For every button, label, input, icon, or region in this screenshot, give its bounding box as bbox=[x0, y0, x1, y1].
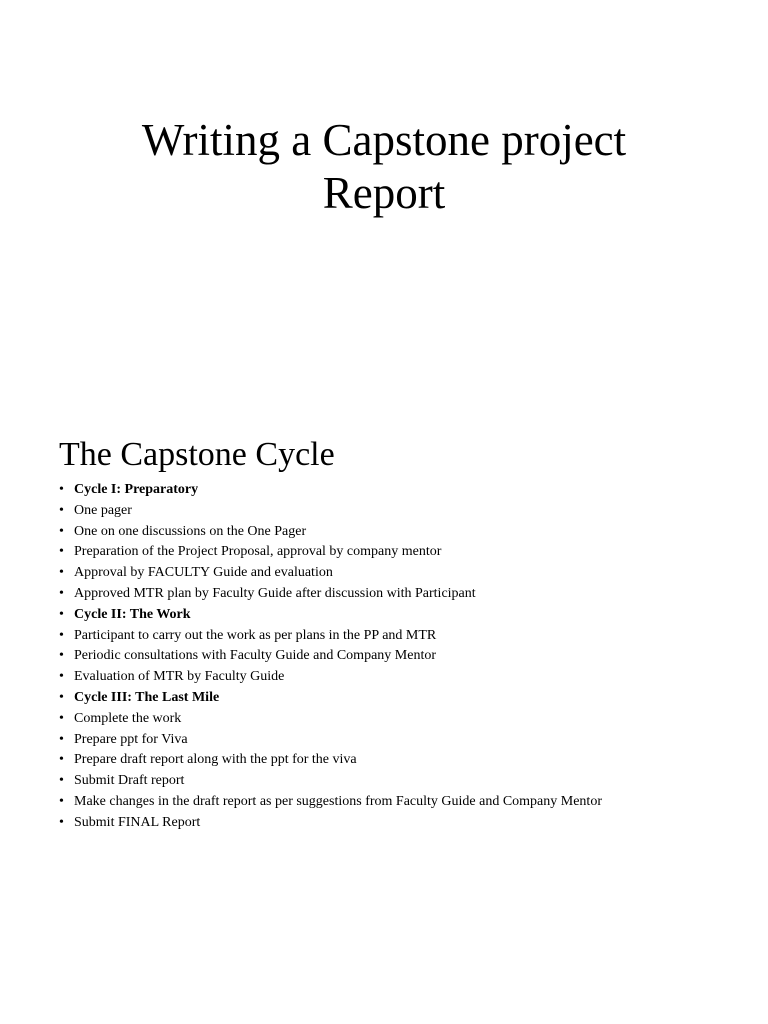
bullet-icon: • bbox=[59, 606, 64, 622]
list-item-text: Cycle II: The Work bbox=[74, 606, 191, 622]
list-item bbox=[59, 646, 602, 667]
list-item-text: Submit Draft report bbox=[74, 773, 185, 789]
list-item-text: Make changes in the draft report as per suggestions from Faculty Guide and Company Mentor bbox=[74, 793, 602, 809]
list-item-text: Cycle I: Preparatory bbox=[74, 482, 199, 497]
list-item bbox=[59, 501, 602, 522]
list-item bbox=[59, 542, 602, 563]
list-item-text: Cycle III: The Last Mile bbox=[74, 689, 220, 705]
list-item-text: Submit FINAL Report bbox=[74, 814, 201, 830]
cycle-heading-item bbox=[59, 605, 602, 626]
bullet-icon: • bbox=[59, 523, 64, 539]
list-item-text: Prepare draft report along with the ppt for the viva bbox=[74, 752, 357, 768]
bullet-icon: • bbox=[59, 648, 64, 664]
list-item-text: Participant to carry out the work as per plans in the PP and MTR bbox=[74, 627, 437, 643]
capstone-cycle-list bbox=[59, 480, 602, 834]
list-item bbox=[59, 750, 602, 771]
bullet-icon: • bbox=[59, 814, 64, 830]
list-item bbox=[59, 730, 602, 751]
list-item bbox=[59, 563, 602, 584]
document-title-line-1: Writing a Capstone project bbox=[141, 115, 627, 165]
list-item bbox=[59, 709, 602, 730]
list-item-text: One on one discussions on the One Pager bbox=[74, 523, 307, 539]
list-item bbox=[59, 522, 602, 543]
bullet-icon: • bbox=[59, 689, 64, 705]
list-item-text: Approval by FACULTY Guide and evaluation bbox=[74, 565, 333, 581]
bullet-icon: • bbox=[59, 502, 64, 518]
bullet-icon: • bbox=[59, 793, 64, 809]
list-item-text: Complete the work bbox=[74, 710, 182, 726]
list-item-text: Approved MTR plan by Faculty Guide after discussion with Participant bbox=[74, 585, 476, 601]
document-title bbox=[0, 114, 768, 220]
bullet-icon: • bbox=[59, 627, 64, 643]
list-item bbox=[59, 792, 602, 813]
section-heading: The Capstone Cycle bbox=[59, 436, 335, 473]
list-item-text: Evaluation of MTR by Faculty Guide bbox=[74, 669, 285, 685]
list-item bbox=[59, 626, 602, 647]
bullet-icon: • bbox=[59, 669, 64, 685]
bullet-icon: • bbox=[59, 585, 64, 601]
list-item bbox=[59, 667, 602, 688]
bullet-icon: • bbox=[59, 565, 64, 581]
list-item-text: One pager bbox=[74, 502, 132, 518]
bullet-icon: • bbox=[59, 731, 64, 747]
list-item-text: Periodic consultations with Faculty Guide and Company Mentor bbox=[74, 648, 437, 664]
bullet-icon: • bbox=[59, 544, 64, 560]
list-item bbox=[59, 771, 602, 792]
list-item bbox=[59, 584, 602, 605]
document-title-line-2: Report bbox=[322, 168, 446, 218]
bullet-icon: • bbox=[59, 752, 64, 768]
cycle-heading-item bbox=[59, 480, 602, 501]
bullet-icon: • bbox=[59, 773, 64, 789]
list-item bbox=[59, 813, 602, 834]
bullet-icon: • bbox=[59, 710, 64, 726]
list-item-text: Prepare ppt for Viva bbox=[74, 731, 188, 747]
cycle-heading-item bbox=[59, 688, 602, 709]
bullet-icon: • bbox=[59, 482, 64, 497]
list-item-text: Preparation of the Project Proposal, approval by company mentor bbox=[74, 544, 442, 560]
